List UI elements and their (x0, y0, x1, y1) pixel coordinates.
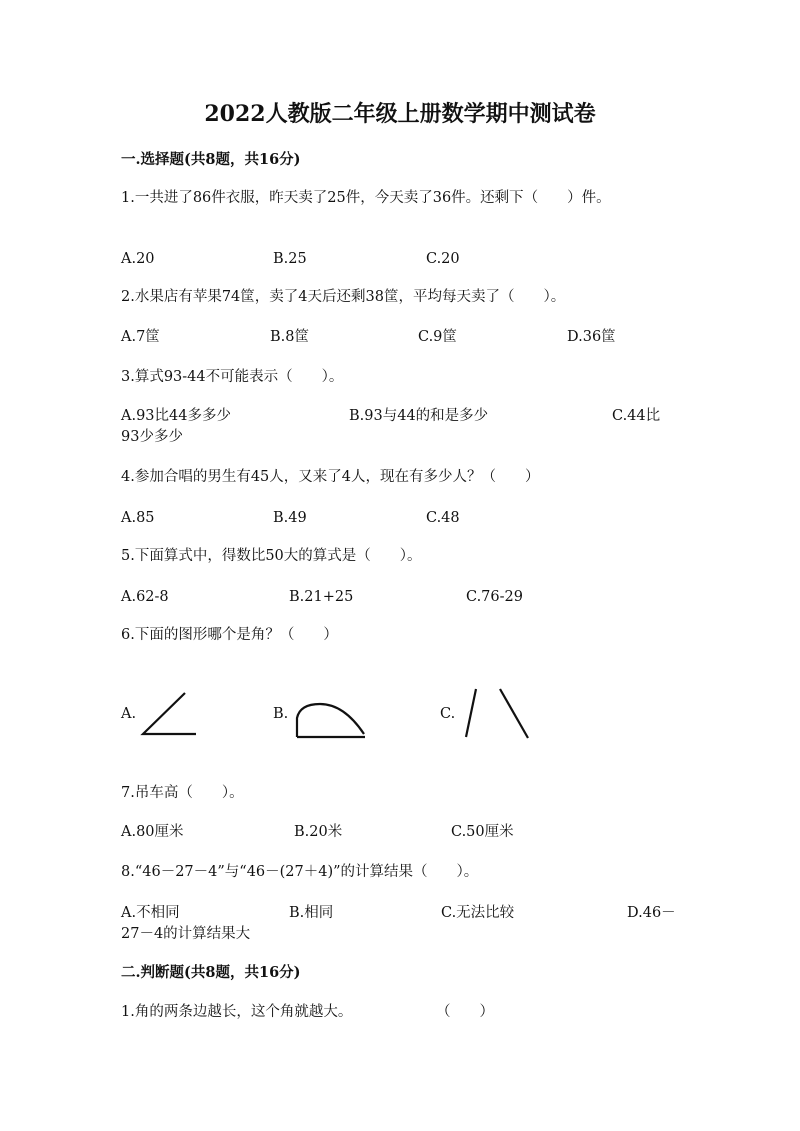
question-3-stem: 3.算式93-44不可能表示（ ）。 (121, 369, 344, 385)
q2-option-c: C.9筐 (418, 329, 457, 345)
q8-option-d: D.46－ (627, 905, 676, 921)
q4-option-b: B.49 (273, 510, 307, 526)
question-1-stem: 1.一共进了86件衣服，昨天卖了25件，今天卖了36件。还剩下（ ）件。 (121, 190, 611, 206)
q6-option-b-label: B. (273, 706, 289, 722)
q2-option-b: B.8筐 (270, 329, 309, 345)
section-heading-judgement: 二.判断题(共8题，共16分) (121, 964, 301, 981)
q8-option-d-continued: 27－4的计算结果大 (121, 926, 251, 942)
q5-option-c: C.76-29 (466, 589, 523, 605)
question-5-stem: 5.下面算式中，得数比50大的算式是（ ）。 (121, 548, 422, 564)
q5-option-b: B.21+25 (289, 589, 354, 605)
q2-option-d: D.36筐 (567, 329, 616, 345)
q6-option-a-label: A. (121, 706, 137, 722)
section-heading-choice: 一.选择题(共8题，共16分) (121, 151, 301, 168)
question-6-stem: 6.下面的图形哪个是角？（ ） (121, 627, 338, 643)
page-title: 2022人教版二年级上册数学期中测试卷 (204, 101, 596, 127)
q1-option-b: B.25 (273, 251, 307, 267)
question-4-stem: 4.参加合唱的男生有45人，又来了4人，现在有多少人？（ ） (121, 469, 540, 485)
q3-option-c-continued: 93少多少 (121, 429, 183, 445)
judgement-1-stem: 1.角的两条边越长，这个角就越大。 (121, 1004, 353, 1020)
q6-figure-b-curve (292, 700, 368, 740)
q6-figure-c-lines (460, 685, 532, 741)
q5-option-a: A.62-8 (121, 589, 169, 605)
question-8-stem: 8.“46－27－4”与“46－(27＋4)”的计算结果（ ）。 (121, 864, 479, 880)
q3-option-b: B.93与44的和是多少 (349, 408, 489, 424)
q7-option-c: C.50厘米 (451, 824, 514, 840)
q8-option-c: C.无法比较 (441, 905, 515, 921)
q8-option-a: A.不相同 (121, 905, 180, 921)
q3-option-a: A.93比44多多少 (121, 408, 231, 424)
q7-option-b: B.20米 (294, 824, 343, 840)
question-2-stem: 2.水果店有苹果74筐，卖了4天后还剩38筐，平均每天卖了（ ）。 (121, 289, 566, 305)
q3-option-c: C.44比 (612, 408, 661, 424)
q6-figure-a-angle (140, 690, 200, 740)
q4-option-c: C.48 (426, 510, 460, 526)
q1-option-a: A.20 (121, 251, 155, 267)
q6-option-c-label: C. (440, 706, 456, 722)
q1-option-c: C.20 (426, 251, 460, 267)
q7-option-a: A.80厘米 (121, 824, 184, 840)
q2-option-a: A.7筐 (121, 329, 160, 345)
question-7-stem: 7.吊车高（ ）。 (121, 785, 244, 801)
judgement-1-answer-blank: （ ） (436, 1004, 494, 1020)
q8-option-b: B.相同 (289, 905, 334, 921)
q4-option-a: A.85 (121, 510, 155, 526)
